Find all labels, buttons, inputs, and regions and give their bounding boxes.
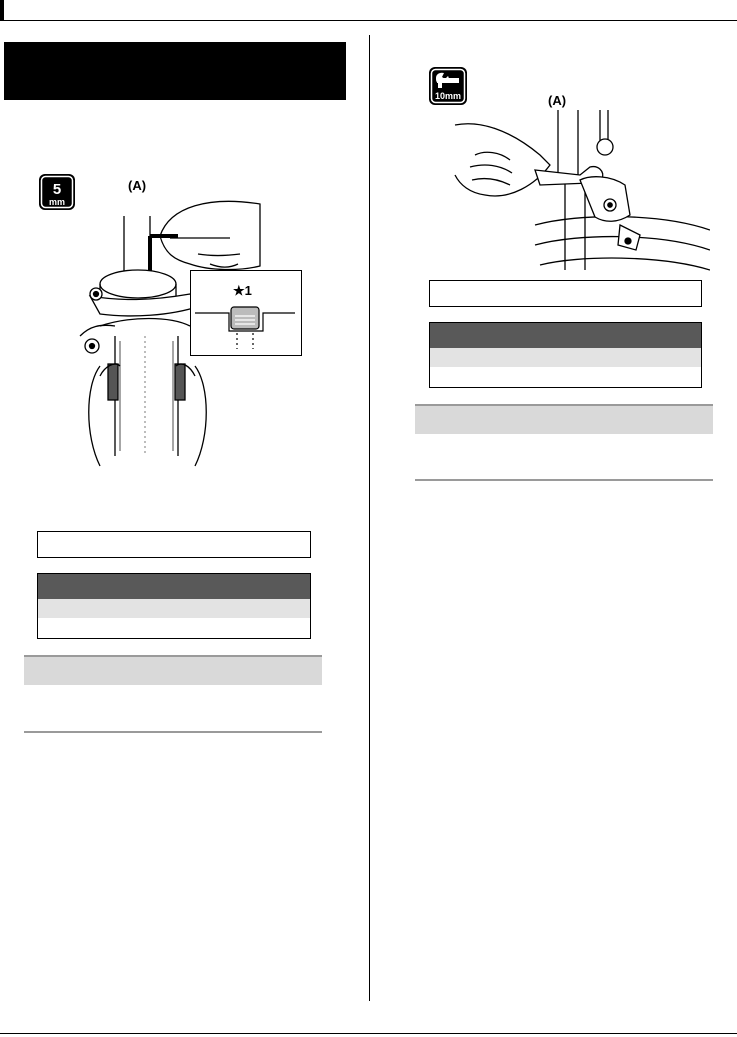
spec-box-left [37,531,311,558]
torque-table-right [429,322,702,388]
note-rule-right [415,479,713,481]
callout-a-left: (A) [128,178,147,193]
note-header-left [24,655,322,685]
torque-table-header [38,574,310,599]
torque-table-left [37,573,311,639]
torque-table-header-right [430,323,701,348]
column-divider [369,35,370,1001]
inset-detail-box [190,270,302,356]
note-rule-left [24,731,322,733]
hex-badge-number: 5 [52,181,62,198]
footer-rule [0,1033,737,1034]
header-rule [0,20,737,21]
hex-badge-unit: mm [48,197,66,207]
torque-table-row-right [430,348,701,367]
section-title-bar [4,42,346,100]
wrench-brake-illustration [440,105,710,275]
callout-a-right: (A) [548,93,567,108]
inset-star-label: ★1 [233,283,252,298]
wrench-icon [428,66,468,106]
wrench-badge-unit: 10mm [434,91,462,101]
spec-box-right [429,280,702,307]
torque-table-row [38,599,310,618]
header-marker [0,0,4,20]
note-header-right [415,404,713,434]
